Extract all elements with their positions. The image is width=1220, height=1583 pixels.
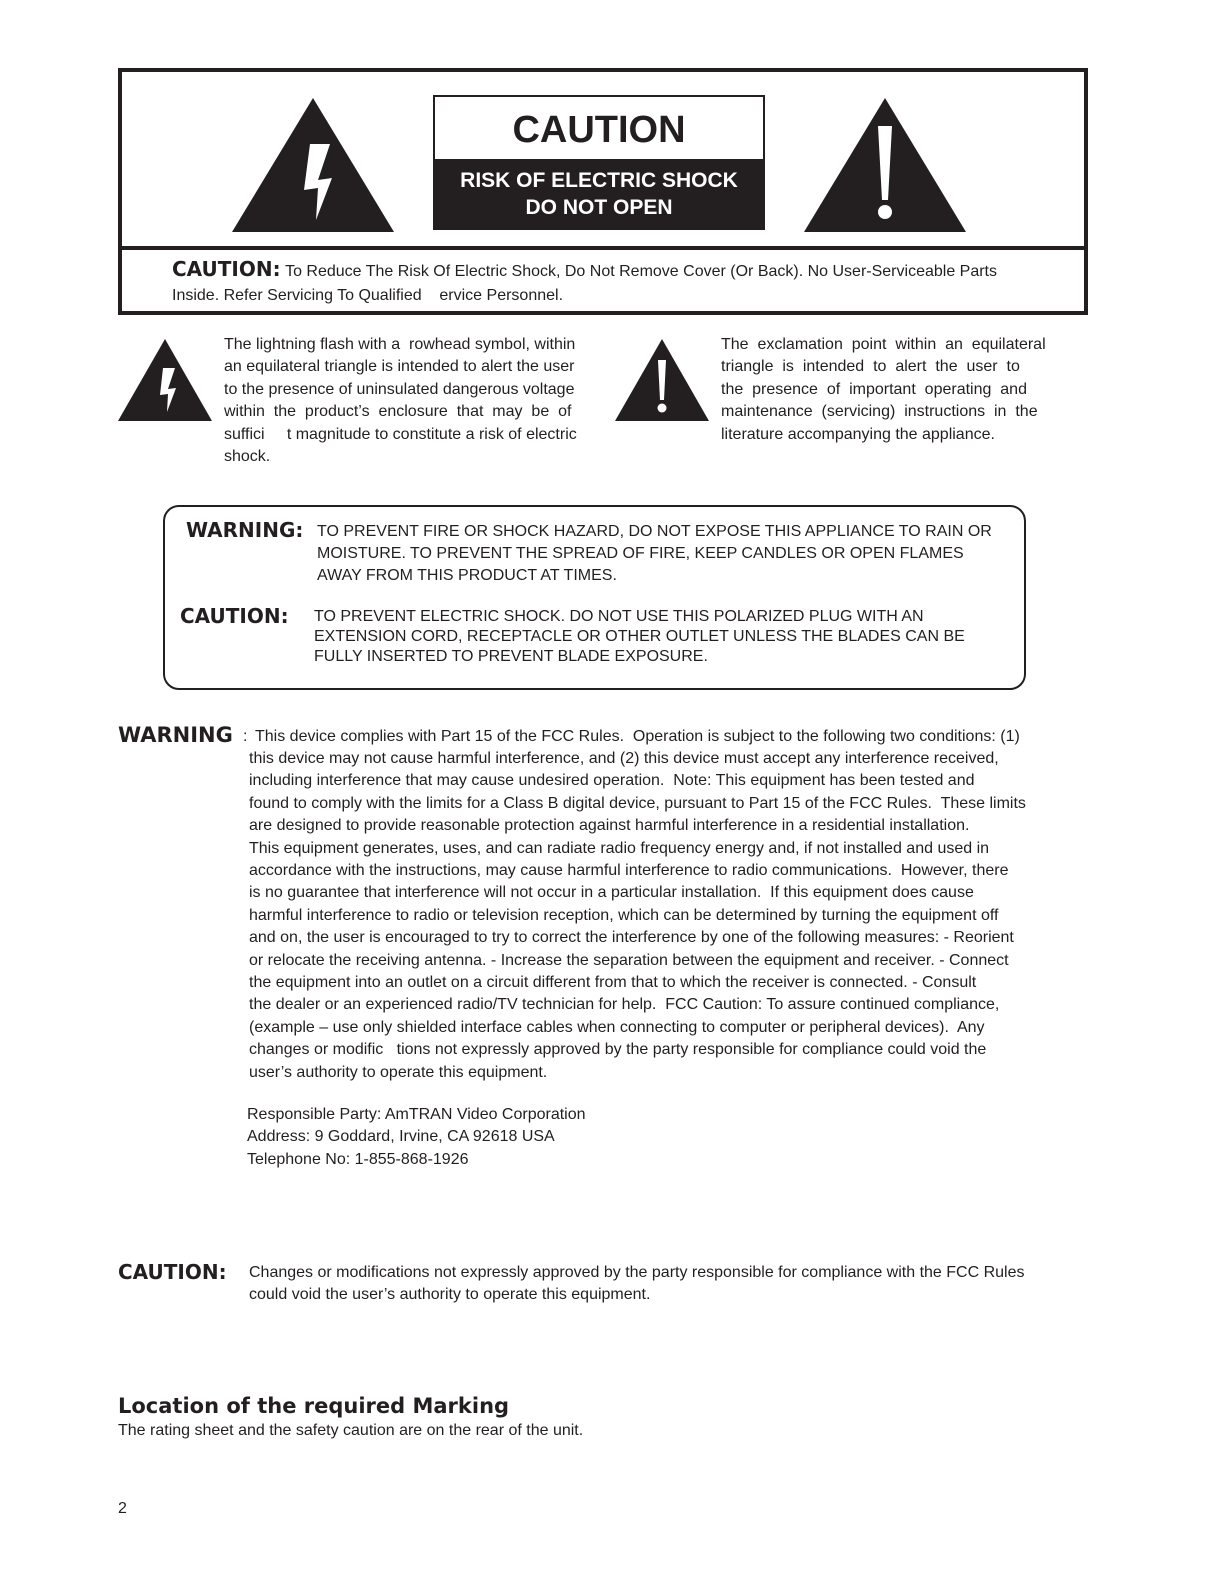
warning-box-caution-text [314,607,1014,667]
warning-box-warning-label: WARNING: [186,518,304,542]
caution-panel-text [172,257,1072,308]
caution-label: CAUTION: [118,1260,227,1284]
warning-box-caution-label: CAUTION: [180,604,289,628]
marking-text: The rating sheet and the safety caution are on the rear of the unit. [118,1422,584,1439]
description-line: suffici t magnitude to constitute a risk of electric [224,425,577,443]
lightning-triangle-icon [117,338,213,422]
fcc-line: and on, the user is encouraged to try to correct the interference by one of the following measures: - Reorient [249,929,1014,947]
lightning-triangle-icon [230,96,396,236]
caution-line: TO PREVENT ELECTRIC SHOCK. DO NOT USE THIS POLARIZED PLUG WITH AN [314,608,924,625]
marking-heading: Location of the required Marking [118,1394,510,1418]
caution-line: FULLY INSERTED TO PREVENT BLADE EXPOSURE. [314,648,708,665]
description-line: an equilateral triangle is intended to alert the user [224,358,575,376]
responsible-party [247,1104,586,1171]
warning-line: TO PREVENT FIRE OR SHOCK HAZARD, DO NOT EXPOSE THIS APPLIANCE TO RAIN OR [317,523,992,540]
fcc-warning-label: WARNING [118,723,233,747]
party-line: Responsible Party: AmTRAN Video Corporation [247,1106,586,1123]
description-line: triangle is intended to alert the user to [721,358,1020,376]
page-number: 2 [118,1500,127,1517]
fcc-line: is no guarantee that interference will not occur in a particular installation. If this equipment does cause [249,884,974,902]
party-line: Address: 9 Goddard, Irvine, CA 92618 USA [247,1128,555,1146]
fcc-line: this device may not cause harmful interference, and (2) this device must accept any interference received, [249,750,999,767]
caution-text [249,1262,1109,1307]
fcc-line: are designed to provide reasonable protection against harmful interference in a residential installation. [249,817,970,835]
fcc-line: (example – use only shielded interface cables when connecting to computer or peripheral devices). Any [249,1018,985,1036]
caution-label-title: CAUTION [512,109,686,151]
exclamation-symbol-description [721,334,1089,446]
description-line: within the product’s enclosure that may be of [224,403,572,421]
fcc-line: including interference that may cause undesired operation. Note: This equipment has been tested and [249,772,975,790]
caution-label [433,95,765,230]
warning-line: MOISTURE. TO PREVENT THE SPREAD OF FIRE, KEEP CANDLES OR OPEN FLAMES [317,545,964,562]
description-line: to the presence of uninsulated dangerous voltage [224,380,575,398]
fcc-warning-colon: : [243,728,248,745]
caution-label-line: DO NOT OPEN [525,196,673,219]
description-line: literature accompanying the appliance. [721,425,995,443]
caution-text-line: To Reduce The Risk Of Electric Shock, Do Not Remove Cover (Or Back). No User-Serviceable Parts [285,263,997,280]
fcc-line: This equipment generates, uses, and can radiate radio frequency energy and, if not installed and used in [249,839,990,857]
caution-label-panel [118,68,1088,315]
description-line: maintenance (servicing) instructions in the [721,403,1038,421]
lightning-symbol-description [224,334,592,468]
fcc-line: harmful interference to radio or television reception, which can be determined by turning the equipment off [249,906,999,924]
exclamation-triangle-icon [614,338,710,422]
description-line: The lightning flash with a rowhead symbol, within [224,336,576,353]
fcc-line: found to comply with the limits for a Class B digital device, pursuant to Part 15 of the FCC Rules. These limits [249,794,1026,812]
caution-line: EXTENSION CORD, RECEPTACLE OR OTHER OUTLET UNLESS THE BLADES CAN BE [314,628,965,645]
fcc-line: the dealer or an experienced radio/TV technician for help. FCC Caution: To assure continued compliance, [249,996,1000,1014]
exclamation-triangle-icon [802,96,968,236]
warning-line: AWAY FROM THIS PRODUCT AT TIMES. [317,567,617,584]
warning-box-warning-text [317,521,1017,587]
description-line: the presence of important operating and [721,380,1027,398]
description-line: The exclamation point within an equilateral [721,336,1046,353]
description-line: shock. [224,448,271,466]
party-line: Telephone No: 1-855-868-1926 [247,1150,469,1168]
panel-divider [122,246,1084,250]
caution-label-band [435,159,763,228]
fcc-line: accordance with the instructions, may cause harmful interference to radio communications. However, there [249,862,1009,880]
fcc-line: changes or modific tions not expressly approved by the party responsible for compliance could void the [249,1041,987,1059]
caution-line: could void the user’s authority to operate this equipment. [249,1286,651,1304]
caution-line: Changes or modifications not expressly approved by the party responsible for compliance with the FCC Rules [249,1264,1025,1281]
caution-lead: CAUTION: [172,257,281,281]
fcc-line: or relocate the receiving antenna. - Increase the separation between the equipment and receiver. - Connect [249,951,1009,969]
fcc-statement [249,748,1091,1084]
fcc-first-line: This device complies with Part 15 of the FCC Rules. Operation is subject to the following two conditions: (1) [255,728,1020,745]
caution-text-line: Inside. Refer Servicing To Qualified ervice Personnel. [172,287,564,304]
fcc-line: the equipment into an outlet on a circuit different from that to which the receiver is connected. - Consult [249,974,977,992]
fcc-line: user’s authority to operate this equipment. [249,1063,548,1081]
caution-label-line: RISK OF ELECTRIC SHOCK [460,169,738,192]
